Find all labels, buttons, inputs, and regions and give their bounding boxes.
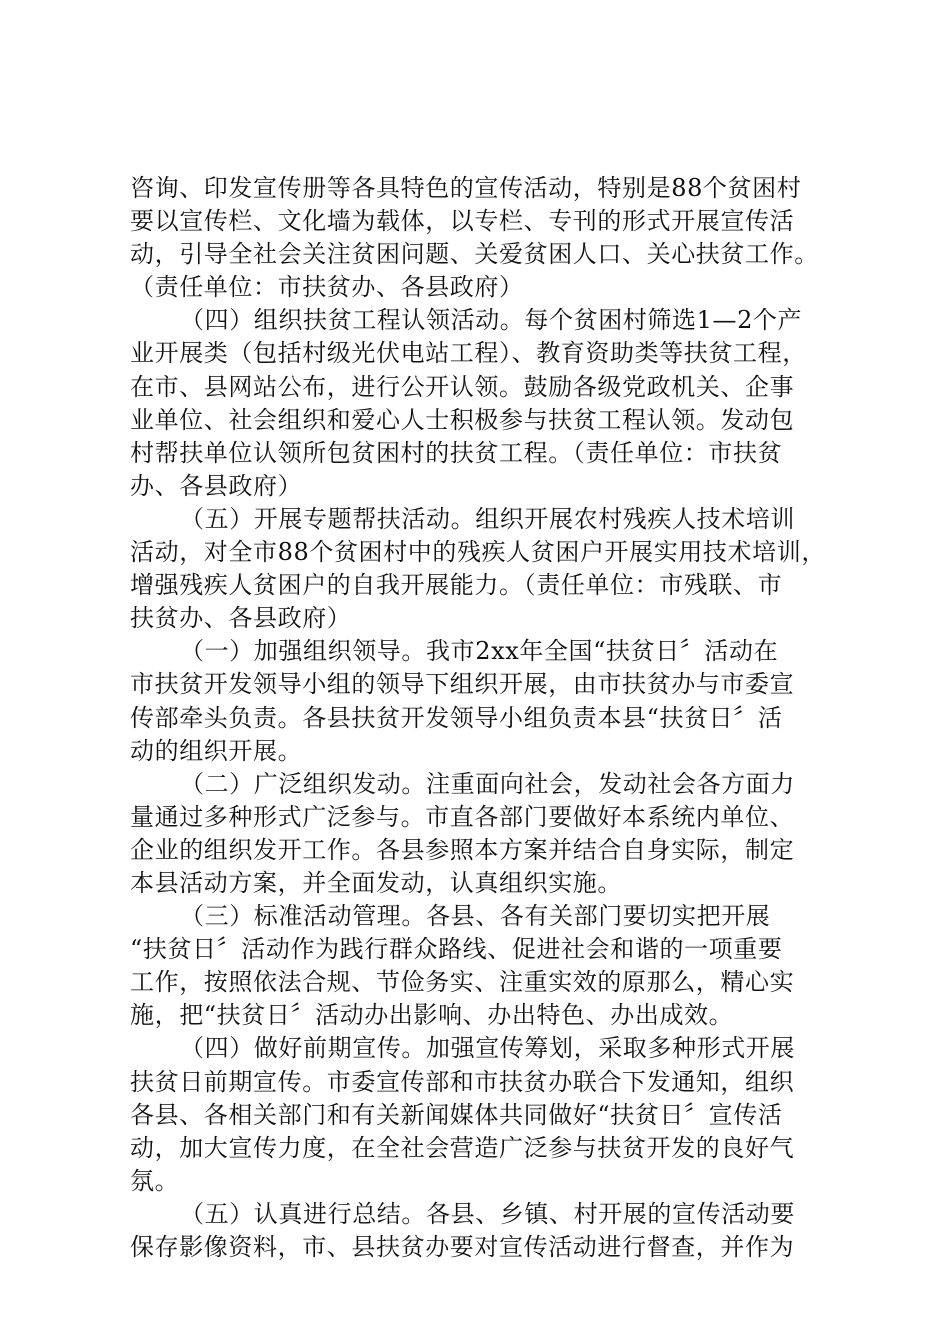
paragraph-start-line: （三）标准活动管理。各县、各有关部门要切实把开展	[180, 902, 771, 931]
text-line: 市扶贫开发领导小组的领导下组织开展，由市扶贫办与市委宣	[130, 670, 795, 699]
text-line: 扶贫办、各县政府）	[130, 604, 352, 633]
text-line: 办、各县政府）	[130, 471, 303, 500]
text-line: 传部牵头负责。各县扶贫开发领导小组负责本县“扶贫日〞活	[130, 703, 783, 732]
text-line: 业单位、社会组织和爱心人士积极参与扶贫工程认领。发动包	[130, 405, 795, 434]
paragraph-start-line: （五）开展专题帮扶活动。组织开展农村残疾人技术培训	[180, 504, 795, 533]
text-line: 工作，按照依法合规、节俭务实、注重实效的原那么，精心实	[130, 968, 795, 997]
text-line: （责任单位：市扶贫办、各县政府）	[130, 273, 524, 302]
paragraph-start-line: （二）广泛组织发动。注重面向社会，发动社会各方面力	[180, 769, 795, 798]
paragraph-start-line: （五）认真进行总结。各县、乡镇、村开展的宣传活动要	[180, 1199, 795, 1228]
text-line: 各县、各相关部门和有关新闻媒体共同做好“扶贫日〞宣传活	[130, 1100, 783, 1129]
body-text	[130, 172, 830, 1264]
text-line: 要以宣传栏、文化墙为载体，以专栏、专刊的形式开展宣传活	[130, 207, 795, 236]
text-line: 动的组织开展。	[130, 736, 303, 765]
text-line: 施，把“扶贫日〞活动办出影响、办出特色、办出成效。	[130, 1001, 734, 1030]
text-line: 村帮扶单位认领所包贫困村的扶贫工程。（责任单位：市扶贫	[130, 438, 783, 467]
text-line: 动，引导全社会关注贫困问题、关爱贫困人口、关心扶贫工作。	[130, 240, 819, 269]
text-line: 企业的组织发开工作。各县参照本方案并结合自身实际，制定	[130, 835, 795, 864]
text-line: 业开展类（包括村级光伏电站工程）、教育资助类等扶贫工程，	[130, 339, 807, 368]
paragraph-start-line: （四）做好前期宣传。加强宣传筹划，采取多种形式开展	[180, 1034, 795, 1063]
text-line: 扶贫日前期宣传。市委宣传部和市扶贫办联合下发通知，组织	[130, 1067, 795, 1096]
text-line: 本县活动方案，并全面发动，认真组织实施。	[130, 868, 622, 897]
text-line: 增强残疾人贫困户的自我开展能力。（责任单位：市残联、市	[130, 571, 783, 600]
text-line: 动，加大宣传力度，在全社会营造广泛参与扶贫开发的良好气	[130, 1133, 795, 1162]
paragraph-start-line: （四）组织扶贫工程认领活动。每个贫困村筛选1—2个产	[180, 306, 803, 335]
paragraph-start-line: （一）加强组织领导。我市2xx年全国“扶贫日〞活动在	[180, 637, 779, 666]
text-line: 活动，对全市88个贫困村中的残疾人贫困户开展实用技术培训，	[130, 538, 826, 567]
text-line: 量通过多种形式广泛参与。市直各部门要做好本系统内单位、	[130, 802, 795, 831]
text-line: 在市、县网站公布，进行公开认领。鼓励各级党政机关、企事	[130, 372, 795, 401]
text-line: 保存影像资料，市、县扶贫办要对宣传活动进行督查，并作为	[130, 1233, 795, 1261]
text-line: 咨询、印发宣传册等各具特色的宣传活动，特别是88个贫困村	[130, 174, 802, 202]
text-line: “扶贫日〞活动作为践行群众路线、促进社会和谐的一项重要	[130, 935, 783, 964]
text-line: 氛。	[130, 1166, 180, 1195]
